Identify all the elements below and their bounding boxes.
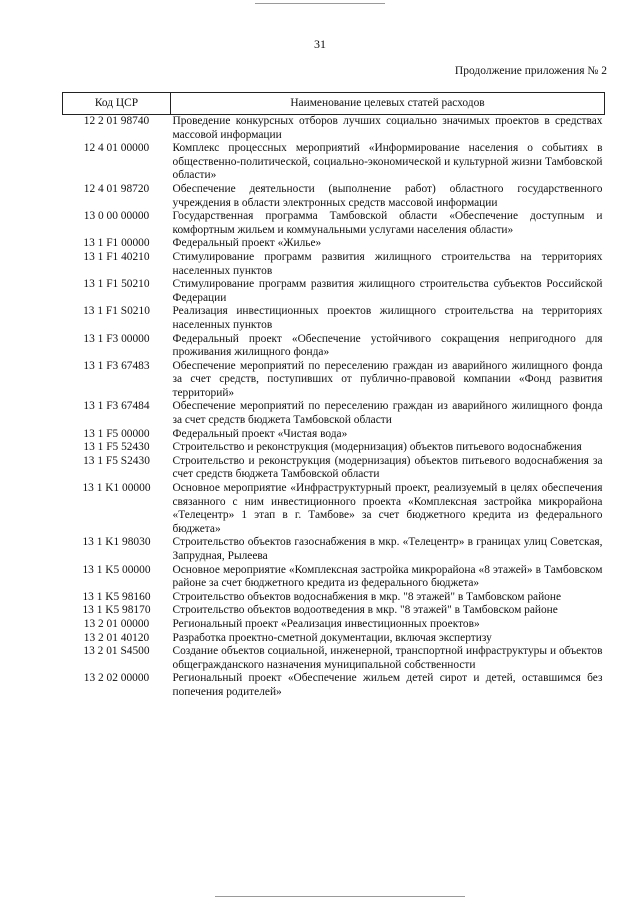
table-row: [63, 604, 605, 618]
table-row: [63, 672, 605, 699]
row-code: 13 1 F1 00000: [83, 237, 150, 250]
row-code: 12 4 01 98720: [83, 182, 150, 195]
row-code: 13 1 K5 00000: [82, 563, 151, 576]
row-code: 13 1 K5 98160: [82, 590, 151, 603]
row-name: Основное мероприятие «Комплексная застройка микрорайона «8 этажей» в Тамбовском районе за счет бюджетного кредита из федерального бюджета»: [172, 563, 603, 590]
row-name: Стимулирование программ развития жилищного строительства субъектов Российской Федерации: [172, 278, 603, 304]
target-articles-table: [62, 92, 605, 700]
table-row: [63, 237, 605, 251]
row-code: 13 1 K1 98030: [82, 536, 151, 549]
scan-edge-top: [255, 3, 385, 4]
table-row: [63, 536, 605, 563]
table-row: [63, 455, 605, 482]
table-row: [63, 360, 605, 401]
row-name: Строительство и реконструкция (модернизация) объектов питьевого водоснабжения за счет средств бюджета Тамбовской области: [172, 454, 603, 481]
table-row: [63, 400, 605, 427]
row-code: 13 2 01 00000: [83, 617, 150, 630]
row-code: 13 2 01 S4500: [83, 645, 150, 658]
table-row: [63, 428, 605, 442]
table-row: [63, 645, 605, 672]
row-code: 13 1 F5 00000: [83, 427, 150, 440]
row-code: 13 1 K5 98170: [82, 604, 151, 617]
table-row: [63, 632, 605, 646]
row-code: 13 1 F3 67483: [83, 359, 150, 372]
table-row: [63, 251, 605, 278]
row-code: 13 1 F1 50210: [83, 278, 150, 291]
table-row: [63, 564, 605, 591]
row-code: 13 0 00 00000: [83, 210, 150, 223]
row-name: Государственная программа Тамбовской области «Обеспечение доступным и комфортным жильем и коммунальными услугами населения области»: [172, 210, 603, 236]
row-name: Федеральный проект «Обеспечение устойчивого сокращения непригодного для проживания жилищного фонда»: [172, 332, 603, 359]
row-name: Реализация инвестиционных проектов жилищного строительства на территориях населенных пунктов: [172, 305, 603, 331]
header-code: Код ЦСР: [63, 93, 171, 115]
row-name: Основное мероприятие «Инфраструктурный проект, реализуемый в целях обеспечения связанного с ним инвестиционного проекта «Комплексная застройка микрорайона «Телецентр» 1 этап в г. Тамбове» за счет бюджетного кредита из федерального бюджета»: [172, 482, 603, 535]
table-row: [63, 333, 605, 360]
table-row: [63, 591, 605, 605]
row-name: Строительство и реконструкция (модернизация) объектов питьевого водоснабжения: [172, 441, 582, 454]
table-row: [63, 482, 605, 536]
continuation-label: Продолжение приложения № 2: [454, 65, 607, 77]
row-name: Стимулирование программ развития жилищного строительства на территориях населенных пунктов: [172, 250, 603, 277]
row-name: Комплекс процессных мероприятий «Информирование населения о событиях в общественно-политической, социально-экономической и культурной жизни Тамбовской области»: [172, 142, 603, 182]
row-code: 13 1 F5 52430: [83, 441, 150, 454]
row-name: Обеспечение мероприятий по переселению граждан из аварийного жилищного фонда за счет средств бюджета Тамбовской области: [172, 400, 603, 427]
row-code: 13 1 F3 67484: [83, 400, 150, 413]
row-name: Региональный проект «Обеспечение жильем детей сирот и детей, оставшимся без попечения родителей»: [172, 672, 603, 698]
row-name: Создание объектов социальной, инженерной, транспортной инфраструктуры и объектов общегражданского назначения муниципальной собственности: [172, 645, 603, 671]
table-row: [63, 618, 605, 632]
table-row: [63, 210, 605, 237]
row-name: Разработка проектно-сметной документации, включая экспертизу: [172, 631, 492, 644]
table-row: [63, 278, 605, 305]
row-name: Обеспечение деятельности (выполнение работ) областного государственного учреждения в области электронных средств массовой информации: [172, 182, 603, 209]
table-header-row: [63, 93, 605, 115]
page-number: 31: [314, 37, 326, 51]
scan-edge-bottom: [215, 896, 465, 897]
table-row: [63, 305, 605, 332]
row-name: Проведение конкурсных отборов лучших социально значимых проектов в средствах массовой информации: [172, 115, 603, 141]
table-row: [63, 115, 605, 143]
row-code: 13 2 02 00000: [83, 672, 150, 685]
row-name: Обеспечение мероприятий по переселению граждан из аварийного жилищного фонда за счет средств, поступивших от публично-правовой компании «Фонд развития территорий»: [172, 359, 603, 399]
header-name: Наименование целевых статей расходов: [171, 93, 605, 115]
row-code: 12 4 01 00000: [83, 142, 150, 155]
row-code: 13 1 F3 00000: [83, 332, 150, 345]
row-name: Строительство объектов газоснабжения в мкр. «Телецентр» в границах улиц Советская, Запрудная, Рылеева: [172, 536, 603, 562]
row-name: Строительство объектов водоотведения в мкр. "8 этажей" в Тамбовском районе: [172, 604, 558, 617]
row-name: Федеральный проект «Чистая вода»: [172, 427, 348, 440]
row-name: Региональный проект «Реализация инвестиционных проектов»: [172, 617, 480, 630]
row-name: Строительство объектов водоснабжения в мкр. "8 этажей" в Тамбовском районе: [172, 590, 562, 603]
table-row: [63, 142, 605, 183]
row-code: 13 1 K1 00000: [82, 482, 151, 495]
row-code: 12 2 01 98740: [83, 115, 150, 127]
row-name: Федеральный проект «Жилье»: [172, 237, 322, 250]
table-row: [63, 441, 605, 455]
table-row: [63, 183, 605, 210]
row-code: 13 2 01 40120: [83, 631, 150, 644]
row-code: 13 1 F1 S0210: [83, 305, 150, 318]
row-code: 13 1 F5 S2430: [83, 454, 150, 467]
row-code: 13 1 F1 40210: [83, 250, 150, 263]
